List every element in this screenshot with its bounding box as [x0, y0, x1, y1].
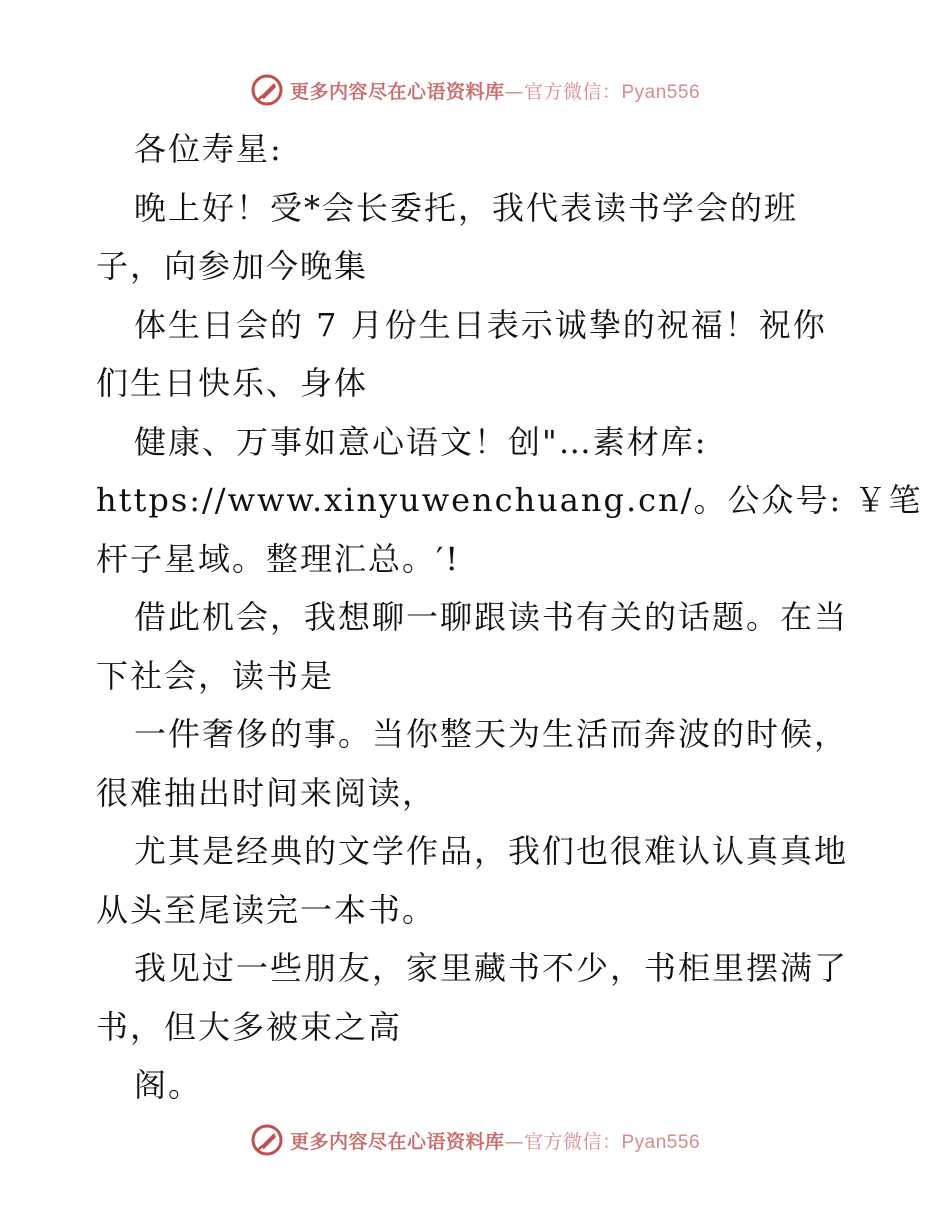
quill-logo-icon	[250, 73, 284, 107]
text-line: https://www.xinyuwenchuang.cn/。公众号: ￥笔	[96, 481, 923, 519]
text-line: 健康、万事如意心语文！创"…素材库:	[134, 422, 708, 461]
text-line: 借此机会，我想聊一聊跟读书有关的话题。在当	[134, 598, 849, 636]
text-line: 很难抽出时间来阅读，	[96, 773, 437, 812]
footer-wechat-id: Pyan556	[621, 1131, 701, 1153]
text-line: 从头至尾读完一本书。	[96, 890, 437, 929]
quill-logo-icon	[250, 1123, 284, 1157]
header-banner	[0, 70, 950, 110]
text-line: 体生日会的 7 月份生日表示诚挚的祝福！祝你	[134, 305, 827, 344]
text-line: 阁。	[134, 1066, 203, 1104]
text-line: 书，但大多被束之高	[96, 1007, 403, 1046]
header-wechat-label: 官方微信：	[523, 80, 622, 103]
header-wechat-id: Pyan556	[621, 81, 701, 103]
text-line: 各位寿星:	[134, 130, 283, 168]
text-line: 尤其是经典的文学作品，我们也很难认认真真地	[134, 832, 849, 870]
text-line: 我见过一些朋友，家里藏书不少，书柜里摆满了	[134, 949, 849, 987]
footer-text	[290, 1127, 700, 1154]
text-line: 晚上好！受*会长委托，我代表读书学会的班	[134, 188, 799, 227]
text-line: 杆子星域。整理汇总。′!	[96, 539, 461, 578]
footer-brand: 更多内容尽在心语资料库	[289, 1130, 505, 1153]
footer-dash: —	[504, 1130, 524, 1153]
header-brand: 更多内容尽在心语资料库	[289, 80, 505, 103]
text-line: 子，向参加今晚集	[96, 247, 369, 285]
header-text	[290, 77, 700, 104]
text-line: 一件奢侈的事。当你整天为生活而奔波的时候，	[134, 715, 849, 753]
footer-banner	[0, 1120, 950, 1160]
text-line: 下社会，读书是	[96, 656, 335, 695]
footer-wechat-label: 官方微信：	[523, 1130, 622, 1153]
text-line: 们生日快乐、身体	[96, 364, 369, 402]
document-body	[96, 120, 923, 1115]
header-dash: —	[504, 80, 524, 103]
